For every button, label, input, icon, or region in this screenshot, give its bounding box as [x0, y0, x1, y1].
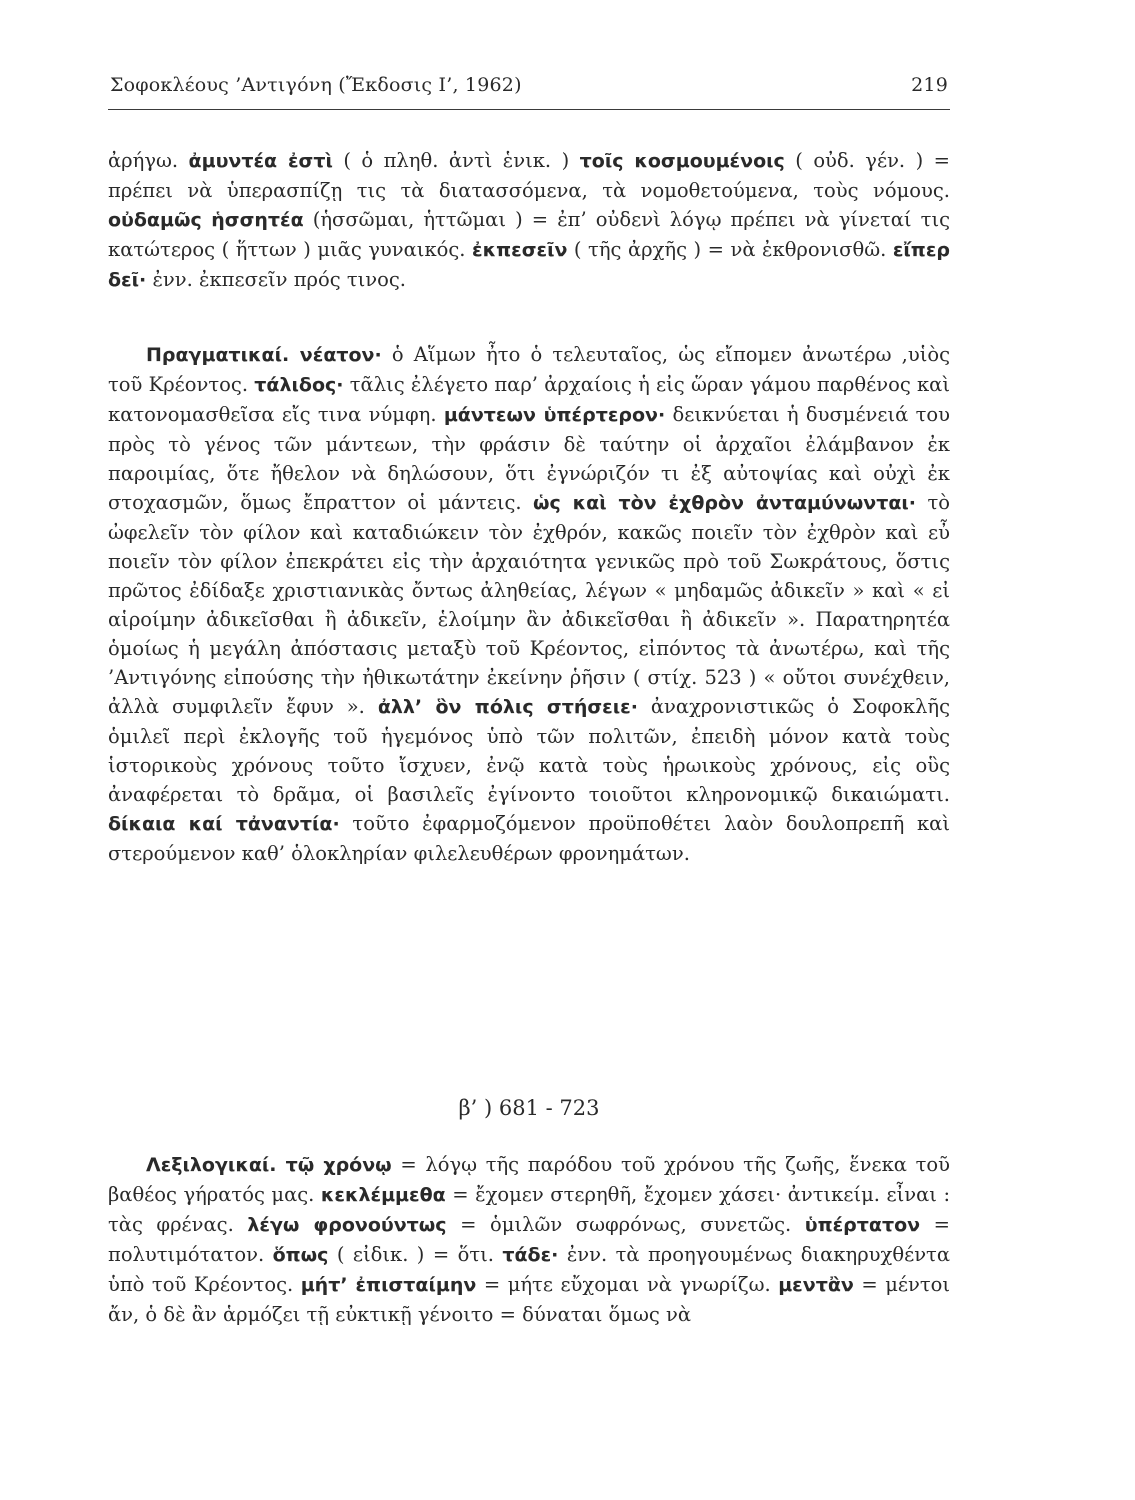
lemma: τοῖς κοσμουμένοις — [579, 150, 785, 172]
running-header — [110, 74, 948, 108]
text-run: ἐνν. τὰ προηγουμένως διακηρυχθέντα ὑπὸ τοῦ Κρέοντος. — [108, 1243, 950, 1296]
lemma: ἀμυντέα ἐστὶ — [188, 150, 333, 172]
text-run: ἐνν. ἐκπεσεῖν πρός τινος. — [146, 268, 407, 291]
section-heading: Πραγματικαί. νέατον· — [146, 344, 382, 366]
header-title: Σοφοκλέους ’Αντιγόνη (Ἔκδοσις Ι’, 1962) — [110, 74, 522, 96]
text-run: = ἔχομεν στερηθῆ, ἔχομεν χάσει· ἀντικείμ. εἶναι : τὰς φρένας. — [108, 1183, 951, 1236]
page-number: 219 — [911, 74, 948, 96]
text-run: ( τῆς ἀρχῆς ) = νὰ ἐκθρονισθῶ. — [567, 238, 893, 261]
commentary-section-1 — [108, 146, 950, 295]
lemma: μήτ’ ἐπισταίμην — [300, 1274, 477, 1296]
lemma: μεντἂν — [778, 1274, 854, 1296]
lemma: ὅπως — [272, 1244, 329, 1266]
paragraph — [108, 146, 950, 295]
lemma: οὐδαμῶς ἡσσητέα — [108, 209, 304, 231]
text-run: ὁ Αἵμων ἦτο ὁ τελευταῖος, ὡς εἴπομεν ἀνωτέρω ,υἱὸς τοῦ Κρέοντος. — [108, 343, 951, 396]
lemma: λέγω φρονούντως — [247, 1214, 447, 1236]
text-run: = μήτε εὔχομαι νὰ γνωρίζω. — [476, 1273, 779, 1296]
text-run: = πολυτιμότατον. — [108, 1213, 950, 1266]
text-run: τοῦτο ἐφαρμοζόμενον προϋποθέτει λαὸν δουλοπρεπῆ καὶ στερούμενον καθ’ ὁλοκληρίαν φιλελευθέρων φρονημάτων. — [108, 812, 950, 865]
section-heading: Λεξιλογικαί. τῷ χρόνῳ — [146, 1154, 392, 1176]
pragmatikai-section — [108, 340, 950, 868]
lemma: τάδε· — [502, 1244, 559, 1266]
paragraph — [108, 340, 950, 868]
text-run: = μέντοι ἄν, ὁ δὲ ἂν ἁρμόζει τῇ εὐκτικῇ γένοιτο = δύναται ὅμως νὰ — [108, 1273, 950, 1326]
text-run: ( ὁ πληθ. ἀντὶ ἑνικ. ) — [332, 149, 580, 172]
text-run: ἀρήγω. — [108, 149, 189, 172]
lemma: δίκαια καί τἀναντία· — [108, 813, 340, 835]
text-run: ( εἰδικ. ) = ὅτι. — [328, 1243, 503, 1266]
text-run: ἀναχρονιστικῶς ὁ Σοφοκλῆς ὁμιλεῖ περὶ ἐκλογῆς τοῦ ἡγεμόνος ὑπὸ τῶν πολιτῶν, ἐπειδὴ μόνον κατὰ τοὺς ἱστορικοὺς χρόνους τοῦτο ἴσχυεν, ἐνῷ κατὰ τοὺς ἡρωικοὺς χρόνους, εἰς οὓς ἀναφέρεται τὸ δρᾶμα, οἱ βασιλεῖς ἐγίνοντο τοιοῦτοι κληρονομικῷ δικαιώματι. — [108, 695, 951, 806]
text-run: (ἡσσῶμαι, ἡττῶμαι ) = ἐπ’ οὐδενὶ λόγῳ πρέπει νὰ γίνεταί τις κατώτερος ( ἥττων ) μιᾶς γυναικός. — [108, 208, 951, 261]
text-run: δεικνύεται ἡ δυσμένειά του πρὸς τὸ γένος τῶν μάντεων, τὴν φράσιν δὲ ταύτην οἱ ἀρχαῖοι ἐλάμβανον ἐκ παροιμίας, ὅτε ἤθελον νὰ δηλώσουν, ὅτι ἐγνώριζόν τι ἐξ αὐτοψίας καὶ οὐχὶ ἐκ στοχασμῶν, ὅμως ἔπραττον οἱ μάντεις. — [108, 403, 950, 514]
text-run: ( οὐδ. γέν. ) = πρέπει νὰ ὑπερασπίζῃ τις τὰ διατασσόμενα, τὰ νομοθετούμενα, τοὺς νόμους. — [108, 149, 950, 202]
lemma: ὡς καὶ τὸν ἐχθρὸν ἀνταμύνωνται· — [533, 492, 917, 514]
lemma: ὑπέρτατον — [804, 1214, 921, 1236]
text-run: = λόγῳ τῆς παρόδου τοῦ χρόνου τῆς ζωῆς, ἕνεκα τοῦ βαθέος γήρατός μας. — [108, 1153, 950, 1206]
text-run: τὸ ὠφελεῖν τὸν φίλον καὶ καταδιώκειν τὸν ἐχθρόν, κακῶς ποιεῖν τὸν ἐχθρὸν καὶ εὖ ποιεῖν τὸν φίλον ἐπεκράτει εἰς τὴν ἀρχαιότητα γενικῶς πρὸ τοῦ Σωκράτους, ὅστις πρῶτος ἐδίδαξε χριστιανικὰς ὄντως ἀληθείας, λέγων « μηδαμῶς ἀδικεῖν » καὶ « εἰ αἱροίμην ἀδικεῖσθαι ἢ ἀδικεῖν, ἑλοίμην ἂν ἀδικεῖσθαι ἢ ἀδικεῖν ». Παρατηρητέα ὁμοίως ἡ μεγάλη ἀπόστασις μεταξὺ τοῦ Κρέοντος, εἰπόντος τὰ ἀνωτέρω, καὶ τῆς ’Αντιγόνης εἰπούσης τὴν ἠθικωτάτην ἐκείνην ῥῆσιν ( στίχ. 523 ) « οὔτοι συνέχθειν, ἀλλὰ συμφιλεῖν ἔφυν ». — [108, 491, 950, 718]
lemma: ἀλλ’ ὃν πόλις στήσειε· — [377, 696, 638, 718]
lexilogikai-section — [108, 1150, 950, 1329]
header-rule — [108, 109, 950, 110]
text-run: τᾶλις ἐλέγετο παρ’ ἀρχαίοις ἡ εἰς ὥραν γάμου παρθένος καὶ κατονομασθεῖσα εἴς τινα νύμφη. — [108, 373, 950, 426]
lemma: ἐκπεσεῖν — [472, 239, 568, 261]
lemma: τάλιδος· — [254, 374, 344, 396]
lemma: κεκλέμμεθα — [320, 1184, 446, 1206]
paragraph — [108, 1150, 950, 1329]
text-run: = ὁμιλῶν σωφρόνως, συνετῶς. — [446, 1213, 805, 1236]
lemma: μάντεων ὑπέρτερον· — [443, 404, 666, 426]
lemma: εἴπερ δεῖ· — [108, 239, 950, 291]
verse-range-heading: β’ ) 681 - 723 — [458, 1096, 600, 1120]
